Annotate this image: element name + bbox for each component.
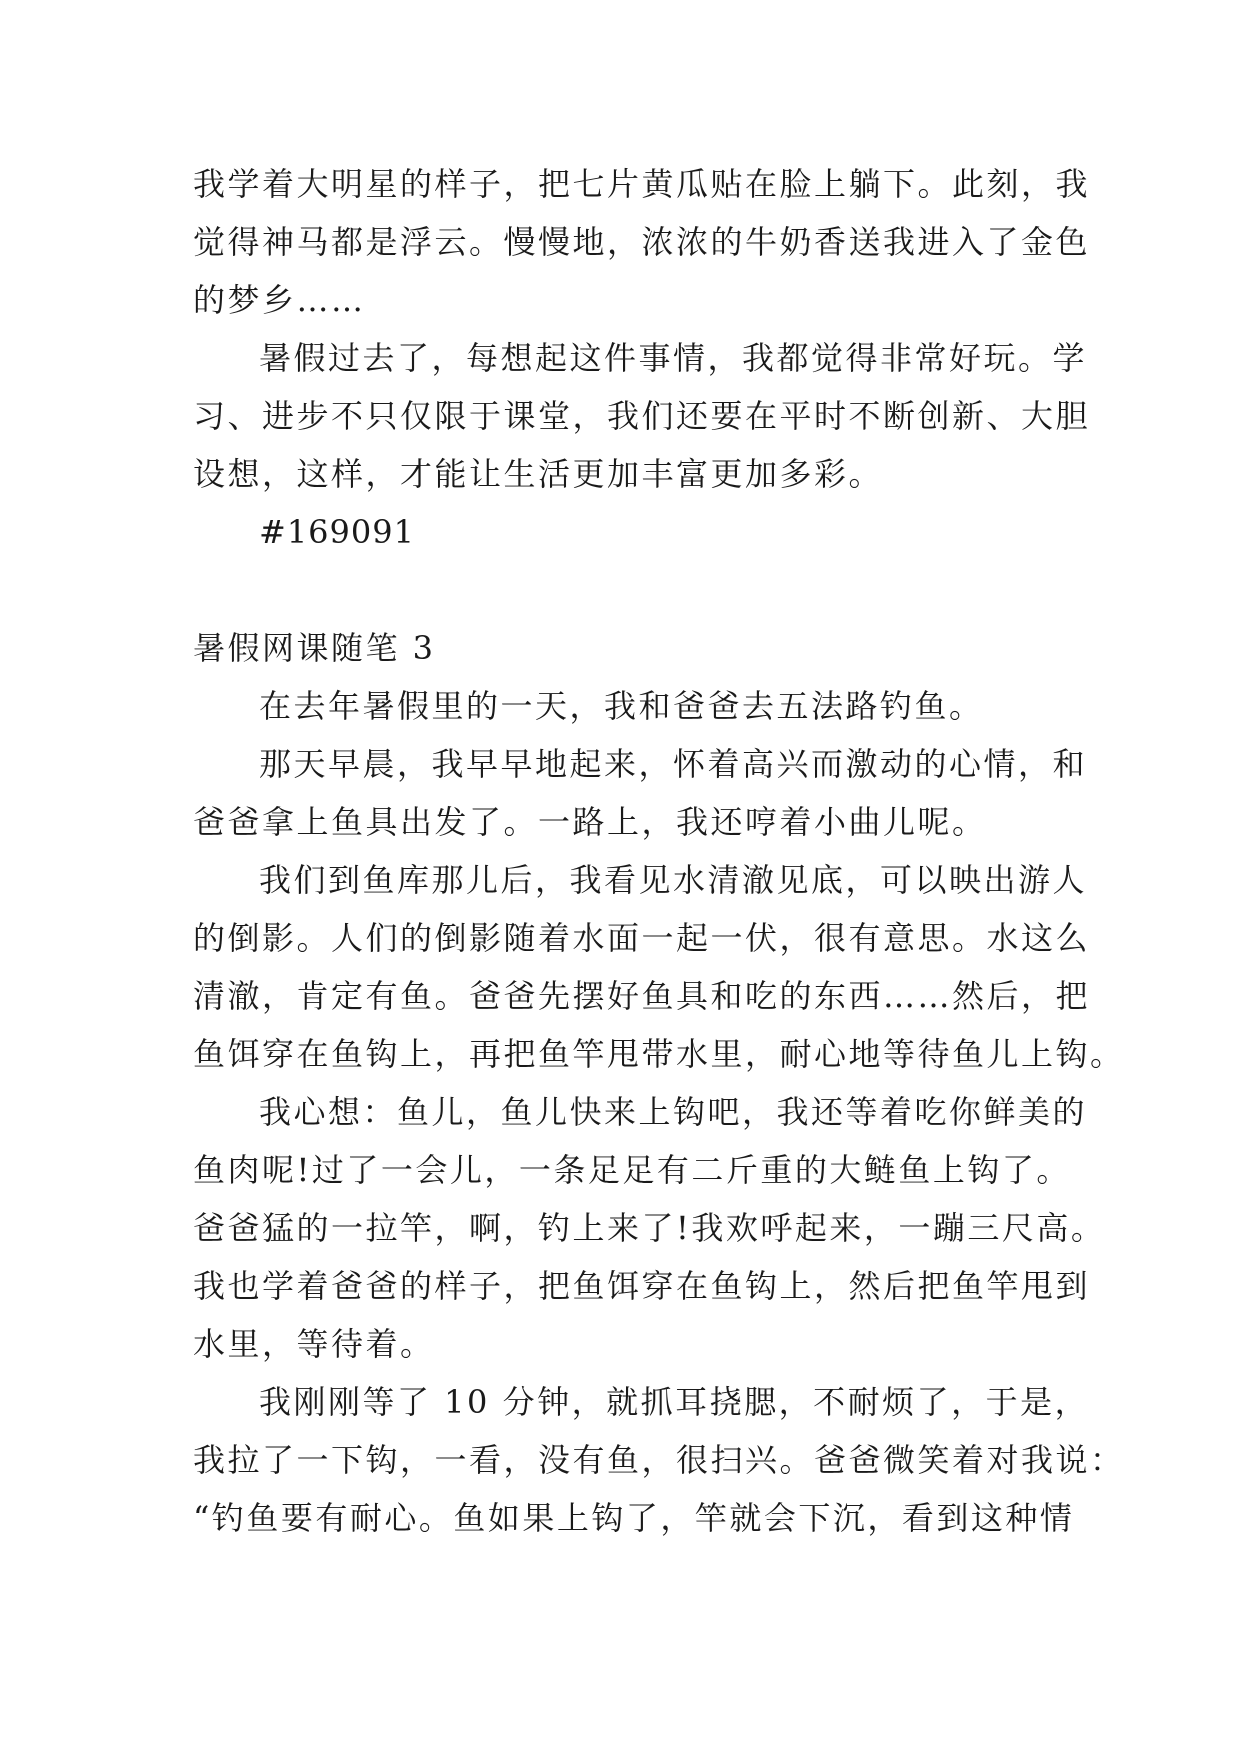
text-line: 习、进步不只仅限于课堂，我们还要在平时不断创新、大胆: [193, 397, 1091, 435]
text-line: “钓鱼要有耐心。鱼如果上钩了，竿就会下沉，看到这种情: [193, 1499, 1075, 1537]
paragraph-first-line: 我刚刚等了 10 分钟，就抓耳挠腮，不耐烦了，于是，: [259, 1383, 1090, 1421]
text-line: 鱼肉呢!过了一会儿，一条足足有二斤重的大鲢鱼上钩了。: [193, 1151, 1071, 1189]
text-line: 的梦乡……: [193, 281, 366, 319]
section-title: 暑假网课随笔 3: [193, 629, 436, 667]
text-line: 爸爸猛的一拉竿，啊，钓上来了!我欢呼起来，一蹦三尺高。: [193, 1209, 1106, 1247]
text-line: 清澈，肯定有鱼。爸爸先摆好鱼具和吃的东西……然后，把: [193, 977, 1091, 1015]
text-line: 觉得神马都是浮云。慢慢地，浓浓的牛奶香送我进入了金色: [193, 223, 1091, 261]
text-line: 我也学着爸爸的样子，把鱼饵穿在鱼钩上，然后把鱼竿甩到: [193, 1267, 1091, 1305]
paragraph-first-line: 暑假过去了，每想起这件事情，我都觉得非常好玩。学: [259, 339, 1088, 377]
document-page: [193, 155, 1125, 1547]
text-line: 水里，等待着。: [193, 1325, 435, 1363]
paragraph-first-line: 我们到鱼库那儿后，我看见水清澈见底，可以映出游人: [259, 861, 1088, 899]
paragraph-first-line: 那天早晨，我早早地起来，怀着高兴而激动的心情，和: [259, 745, 1088, 783]
text-line: 我拉了一下钩，一看，没有鱼，很扫兴。爸爸微笑着对我说：: [193, 1441, 1125, 1479]
paragraph-first-line: 在去年暑假里的一天，我和爸爸去五法路钓鱼。: [259, 687, 984, 725]
text-line: 爸爸拿上鱼具出发了。一路上，我还哼着小曲儿呢。: [193, 803, 987, 841]
document-tag: #169091: [259, 513, 415, 551]
text-line: 设想，这样，才能让生活更加丰富更加多彩。: [193, 455, 884, 493]
spacer: [193, 561, 1053, 619]
text-line: 的倒影。人们的倒影随着水面一起一伏，很有意思。水这么: [193, 919, 1091, 957]
paragraph-first-line: 我心想：鱼儿，鱼儿快来上钩吧，我还等着吃你鲜美的: [259, 1093, 1088, 1131]
text-line: 鱼饵穿在鱼钩上，再把鱼竿甩带水里，耐心地等待鱼儿上钩。: [193, 1035, 1125, 1073]
text-line: 我学着大明星的样子，把七片黄瓜贴在脸上躺下。此刻，我: [193, 165, 1091, 203]
